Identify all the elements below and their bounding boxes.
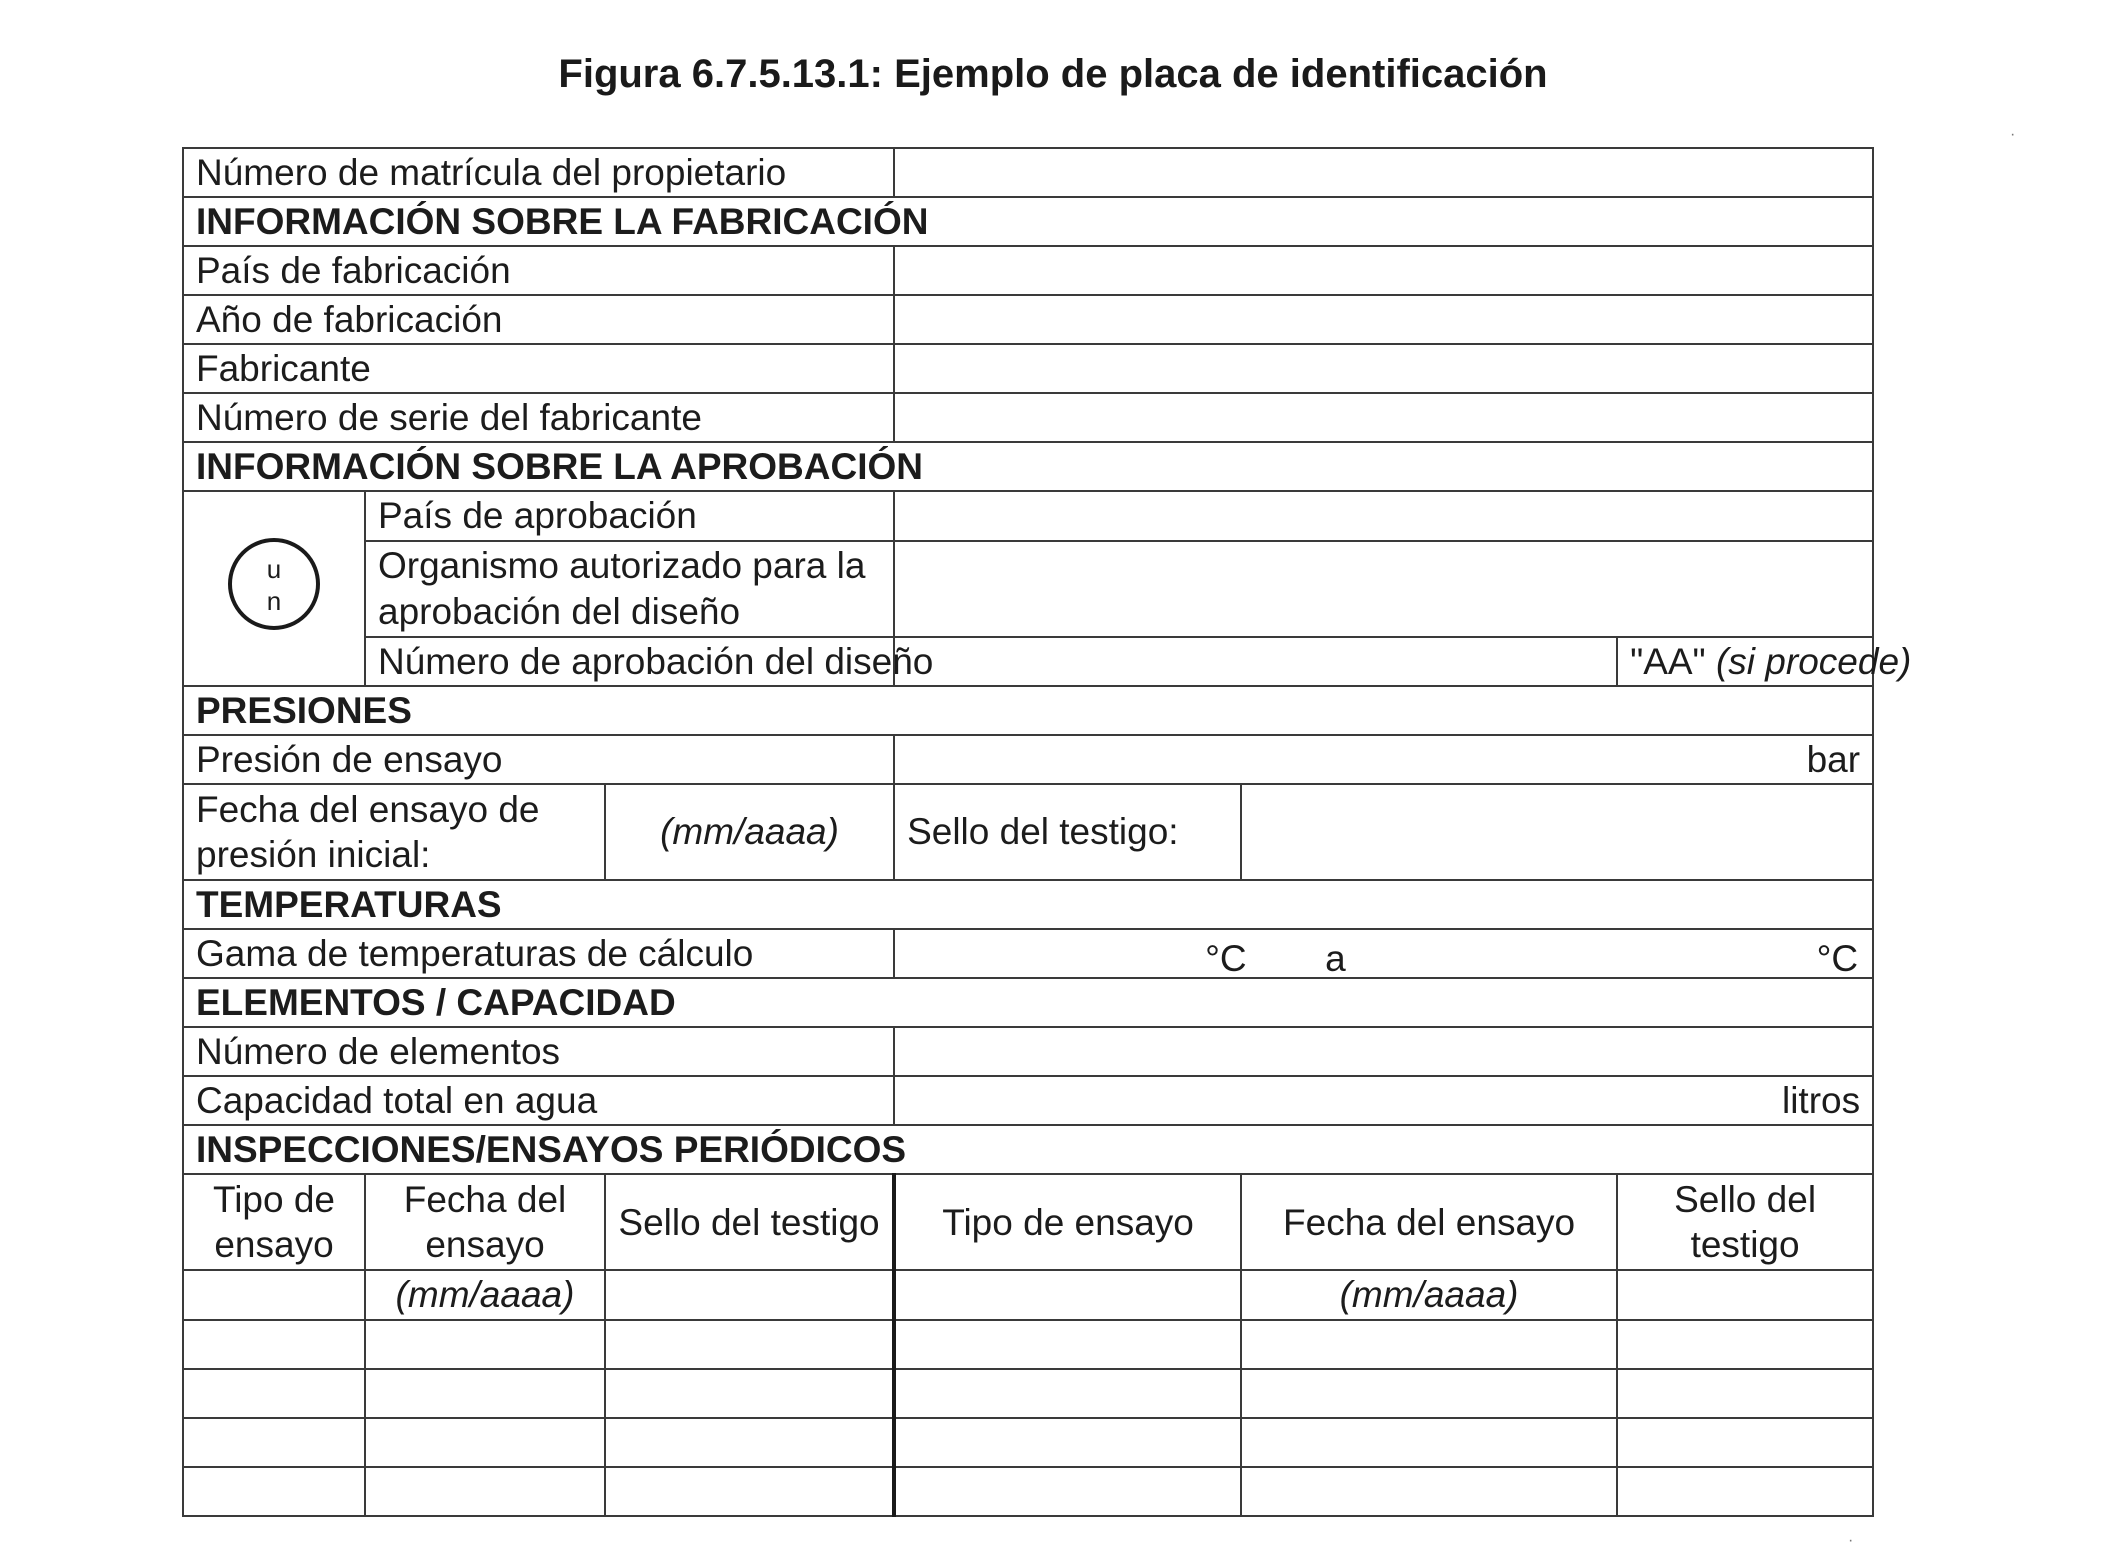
inspection-cell[interactable] xyxy=(365,1418,605,1467)
inspection-cell[interactable] xyxy=(1241,1320,1617,1369)
inspection-cell[interactable] xyxy=(365,1320,605,1369)
owner-label: Número de matrícula del propietario xyxy=(183,148,894,197)
capacity-label: Capacidad total en agua xyxy=(183,1076,894,1125)
manufacturing-label: Número de serie del fabricante xyxy=(183,393,894,442)
inspection-cell[interactable] xyxy=(183,1418,365,1467)
inspection-cell[interactable] xyxy=(1241,1369,1617,1418)
section-temperatures xyxy=(183,880,1873,929)
temp-to: a xyxy=(1325,938,1346,979)
inspection-cell[interactable] xyxy=(1241,1467,1617,1516)
temp-unit-from: °C xyxy=(1205,938,1247,979)
inspection-col-header: Sello del testigo xyxy=(605,1174,894,1270)
inspection-row xyxy=(183,1270,1873,1319)
inspection-col-header: Tipo de ensayo xyxy=(183,1174,365,1270)
initial-test-row xyxy=(183,784,1873,880)
manufacturing-label: Fabricante xyxy=(183,344,894,393)
inspection-date-format[interactable]: (mm/aaaa) xyxy=(365,1270,605,1319)
witness-stamp-label: Sello del testigo: xyxy=(894,784,1241,880)
elements-number-label: Número de elementos xyxy=(183,1027,894,1076)
inspection-cell[interactable] xyxy=(183,1320,365,1369)
manufacturing-value[interactable] xyxy=(894,295,1873,344)
capacity-value[interactable] xyxy=(894,1076,1873,1125)
inspection-cell[interactable] xyxy=(183,1369,365,1418)
manufacturing-value[interactable] xyxy=(894,344,1873,393)
owner-row xyxy=(183,148,1873,197)
approval-body-value[interactable] xyxy=(894,541,1873,637)
figure-title: Figura 6.7.5.13.1: Ejemplo de placa de identificación xyxy=(558,52,1548,96)
initial-test-date-field[interactable]: (mm/aaaa) xyxy=(605,784,894,880)
un-logo-icon: u n xyxy=(228,538,320,630)
section-inspections xyxy=(183,1125,1873,1174)
approval-body-row xyxy=(183,541,1873,637)
approval-number-label: Número de aprobación del diseño xyxy=(365,637,894,686)
scan-speck: · xyxy=(2010,126,2016,143)
inspections-heading: INSPECCIONES/ENSAYOS PERIÓDICOS xyxy=(183,1125,1873,1174)
manufacturing-label: País de fabricación xyxy=(183,246,894,295)
manufacturing-label: Año de fabricación xyxy=(183,295,894,344)
inspection-date-format[interactable]: (mm/aaaa) xyxy=(1241,1270,1617,1319)
inspection-cell[interactable] xyxy=(605,1467,894,1516)
approval-country-value[interactable] xyxy=(894,491,1873,540)
inspection-cell[interactable] xyxy=(894,1369,1241,1418)
approval-number-row xyxy=(183,637,1873,686)
elements-number-row xyxy=(183,1027,1873,1076)
inspection-cell[interactable] xyxy=(605,1270,894,1319)
inspection-cell[interactable] xyxy=(894,1270,1241,1319)
inspection-cell[interactable] xyxy=(183,1270,365,1319)
capacity-unit: litros xyxy=(1781,1080,1861,1122)
inspection-cell[interactable] xyxy=(605,1320,894,1369)
aa-cell xyxy=(1617,637,1912,686)
initial-test-date-label: Fecha del ensayo de presión inicial: xyxy=(183,784,605,880)
approval-country-row xyxy=(183,491,1873,540)
manufacturing-row xyxy=(183,393,1873,442)
inspection-cell[interactable] xyxy=(1617,1467,1873,1516)
inspection-row xyxy=(183,1320,1873,1369)
approval-number-value[interactable] xyxy=(894,637,1617,686)
temperatures-heading: TEMPERATURAS xyxy=(183,880,1873,929)
elements-number-value[interactable] xyxy=(894,1027,1873,1076)
test-pressure-row xyxy=(183,735,1873,784)
scan-speck: · xyxy=(1848,1532,1854,1549)
manufacturing-row xyxy=(183,295,1873,344)
inspection-cell[interactable] xyxy=(1617,1270,1873,1319)
inspection-cell[interactable] xyxy=(1617,1320,1873,1369)
inspection-col-header: Sello del testigo xyxy=(1617,1174,1873,1270)
inspection-cell[interactable] xyxy=(894,1418,1241,1467)
aa-label: "AA" xyxy=(1630,640,1706,682)
approval-body-label: Organismo autorizado para la aprobación del diseño xyxy=(365,541,894,637)
identification-plate-table xyxy=(182,147,1912,1517)
inspection-cell[interactable] xyxy=(894,1467,1241,1516)
temperature-range-row xyxy=(183,929,1873,978)
section-pressures xyxy=(183,686,1873,735)
inspection-row xyxy=(183,1369,1873,1418)
manufacturing-row xyxy=(183,246,1873,295)
manufacturing-value[interactable] xyxy=(894,393,1873,442)
owner-value[interactable] xyxy=(894,148,1873,197)
inspection-cell[interactable] xyxy=(605,1369,894,1418)
witness-stamp-value[interactable] xyxy=(1241,784,1873,880)
inspection-cell[interactable] xyxy=(605,1418,894,1467)
section-elements xyxy=(183,978,1873,1027)
test-pressure-value[interactable] xyxy=(894,735,1873,784)
approval-heading: INFORMACIÓN SOBRE LA APROBACIÓN xyxy=(183,442,1873,491)
elements-heading: ELEMENTOS / CAPACIDAD xyxy=(183,978,1873,1027)
inspection-row xyxy=(183,1467,1873,1516)
inspection-cell[interactable] xyxy=(365,1369,605,1418)
capacity-row xyxy=(183,1076,1873,1125)
test-pressure-label: Presión de ensayo xyxy=(183,735,894,784)
temp-unit-to: °C xyxy=(1816,938,1859,979)
inspection-col-header: Fecha del ensayo xyxy=(365,1174,605,1270)
temperature-range-value[interactable] xyxy=(894,929,1873,978)
manufacturing-heading: INFORMACIÓN SOBRE LA FABRICACIÓN xyxy=(183,197,1873,246)
manufacturing-value[interactable] xyxy=(894,246,1873,295)
aa-note: (si procede) xyxy=(1715,640,1912,682)
inspections-header-row xyxy=(183,1174,1873,1270)
temperature-range-label: Gama de temperaturas de cálculo xyxy=(183,929,894,978)
inspection-cell[interactable] xyxy=(365,1467,605,1516)
inspection-cell[interactable] xyxy=(894,1320,1241,1369)
section-manufacturing xyxy=(183,197,1873,246)
section-approval xyxy=(183,442,1873,491)
inspection-col-header: Fecha del ensayo xyxy=(1241,1174,1617,1270)
inspection-cell[interactable] xyxy=(1617,1418,1873,1467)
inspection-col-header: Tipo de ensayo xyxy=(894,1174,1241,1270)
manufacturing-row xyxy=(183,344,1873,393)
pressure-unit: bar xyxy=(1806,738,1861,780)
inspection-cell[interactable] xyxy=(1617,1369,1873,1418)
pressures-heading: PRESIONES xyxy=(183,686,1873,735)
inspection-cell[interactable] xyxy=(1241,1418,1617,1467)
inspection-cell[interactable] xyxy=(183,1467,365,1516)
un-symbol-cell xyxy=(183,491,365,685)
inspection-row xyxy=(183,1418,1873,1467)
approval-country-label: País de aprobación xyxy=(365,491,894,540)
